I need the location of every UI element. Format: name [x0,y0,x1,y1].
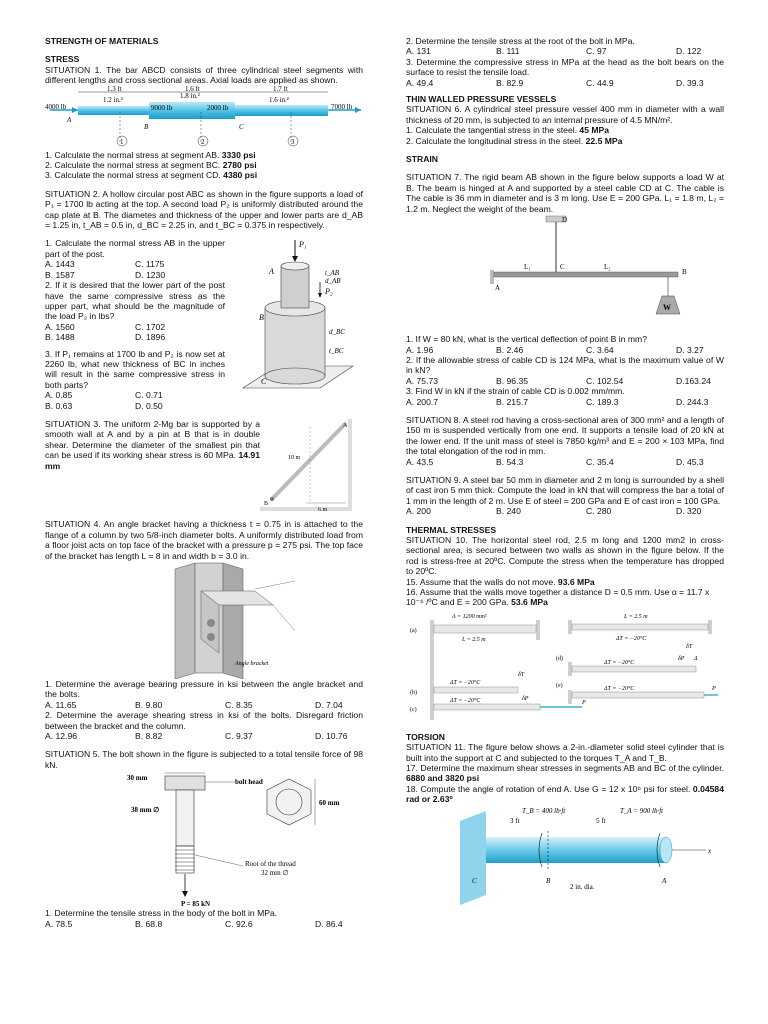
torsion-c-label: C [472,876,477,885]
s1-a1: 3330 psi [221,149,256,160]
situation-9-text: SITUATION 9. A steel bar 50 mm in diameter and 2 m long is surrounded by a shell of cast iron 5 mm thick. Compute the load in kN that will compress the bar a total of 1 mm in the length of 2 m. Use E of steel = 200 GPa and E of cast iron = 100 GPa. [406,474,724,506]
situation-7-text: SITUATION 7. The rigid beam AB shown in the figure below supports a load W at B. The beam is hinged at A and supported by a steel cable CD at C. The cable is The cable is 36 mm in diameter and is 3 m long. Use E = 200 GPa. L₁ = 1.8 m, L₂ = 1.2 m. Neglect the weight of the beam. [406,172,724,214]
s11-q18: 18. Compute the angle of rotation of end A. Use G = 12 x 10⁶ psi for steel. [406,783,691,794]
thermal-area: A = 1200 mm² [452,613,487,620]
thermal-p: P [712,685,716,692]
situation-2-block [45,238,363,411]
situation-3-text: SITUATION 3. The uniform 2-Mg bar is supported by a smooth wall at A and by a pin at B that is in double shear. Determine the diameter of the smallest pin that can be used if its working shear stress is 60 MPa. [45,418,260,461]
force-right: 7000 lb [331,102,353,111]
s5-q1-opt: B. 68.8 [135,918,163,929]
s7-q1-opt: D. 3.27 [676,344,704,355]
section-heading-stress: STRESS [45,54,80,65]
thermal-fig-b: (b) [410,689,417,696]
thermal-len-2: L = 2.5 m [624,613,648,620]
tab-label: t_AB [325,269,339,278]
s9-opt: C. 280 [586,506,612,517]
s7-q1-opt: A. 1.96 [406,344,434,355]
bolt-head-label: bolt head [235,778,263,787]
hollow-post-diagram [225,238,363,404]
thermal-rod-diagram [406,608,724,726]
s5-q2: 2. Determine the tensile stress at the root of the bolt in MPa. [406,36,635,46]
s7-q3-opt: C. 189.3 [586,396,619,407]
dim-38: 38 mm ∅ [131,806,160,815]
s7-q1-opt: C. 3.64 [586,344,614,355]
situation-5-text: SITUATION 5. The bolt shown in the figure is subjected to a total tensile force of 98 kN. [45,749,363,770]
s4-q1: 1. Determine the average bearing pressure in ksi between the angle bracket and the bolts. [45,679,363,700]
dab-label: d_AB [325,277,341,286]
situation-4-text: SITUATION 4. An angle bracket having a thickness t = 0.75 in is attached to the flange of a column by two 5/8-inch diameter bolts. A uniformly distributed load from a floor joist acts on top face of the bracket with a pressure p = 275 psi. The top face of the bracket has length L = 8 in and width b = 3.0 in. [45,519,363,561]
document-title: STRENGTH OF MATERIALS [45,36,159,46]
s5-q1-opt: C. 92.6 [225,918,253,929]
length-3ft: 3 ft [510,816,520,825]
force-left: 4000 lb [45,102,67,111]
s7-q3-opt: B. 215.7 [496,396,529,407]
bar-b-label: B [264,500,269,507]
s5-q2-opt: D. 122 [676,46,702,57]
area-label-1: 1.2 in.² [103,95,123,104]
thermal-fig-e: (e) [556,682,563,689]
beam-l2-label: L₂ [604,263,611,272]
thermal-delta-t: δT [518,671,525,678]
s2-q3-opt: C. 0.71 [135,390,163,401]
figure-angle-bracket [45,561,363,679]
dim-30: 30 mm [127,774,148,783]
bolt-diagram [45,770,363,908]
situation-3-block [45,419,363,513]
right-column [406,36,724,905]
s5-q3: 3. Determine the compressive stress in MPa at the head as the bolt bears on the surface to resist the tensile load. [406,56,724,78]
bar-a-label: A [343,422,348,429]
situation-1-text: SITUATION 1. The bar ABCD consists of three cylindrical steel segments with different lengths and cross sectional areas. Axial loads are applied as shown. [45,64,363,86]
s4-q1-opt: A. 11.65 [45,699,77,710]
len-label-3: 1.7 ft [273,85,288,93]
s5-q1-opt: D. 86.4 [315,918,343,929]
p2-label: P₂ [325,287,333,297]
s6-a2: 22.5 MPa [585,135,623,146]
situation-11-text: SITUATION 11. The figure below shows a 2-in.-diameter solid steel cylinder that is built into the support at C and subjected to the torques T_A and T_B. [406,742,724,763]
s5-q2-opt: B. 111 [496,46,520,57]
figure-thermal [406,608,724,726]
s7-q2: 2. If the allowable stress of cable CD is 124 MPa, what is the maximum value of W in kN? [406,354,724,376]
s11-a18: 0.04584 rad or 2.63º [406,783,724,805]
dia-label: 2 in. dia. [570,882,595,891]
area-label-2: 1.8 in.² [180,91,200,100]
s10-q15: 15. Assume that the walls do not move. [406,576,556,587]
torsion-a-label: A [662,876,667,885]
thermal-dt-b: ΔT = −20°C [450,679,481,686]
width-label: 6 m [318,506,328,511]
s2-q2-opt: B. 1488 [45,332,75,343]
s10-a15: 93.6 MPa [557,576,595,587]
situation-2-text: SITUATION 2. A hollow circular post ABC as shown in the figure supports a load of P₁ = 1700 lb acting at the top. A second load P₂ is uniformly distributed around the cap plate at B. The diametes and thickness of the upper and lower parts are d_AB = 1.25 in, t_AB = 0.5 in, d_BC = 2.25 in, and t_BC = 0.375 in respectively. [45,188,363,231]
s1-a2: 2780 psi [222,160,257,171]
s6-a1: 45 MPa [579,125,610,136]
s1-q3: 3. Calculate the normal stress at segment CD. [45,170,221,181]
thermal-p-c: P [582,699,586,706]
situation-6-text: SITUATION 6. A cylindrical steel pressure vessel 400 mm in diameter with a wall thickness of 20 mm, is subjected to an internal pressure of 4.5 MN/m². [406,104,724,125]
torsion-shaft-diagram [406,805,724,905]
tbc-label: t_BC [329,347,344,356]
s5-q2-opt: C. 97 [586,46,607,57]
figure-rigid-beam [406,214,724,334]
section-heading-thermal: THERMAL STRESSES [406,524,497,535]
segment-num-3: 3 [291,137,295,146]
force-c: 2000 lb [207,103,229,112]
s11-q17: 17. Determine the maximum shear stresses in segments AB and BC of the cylinder. [406,763,724,774]
stepped-bar-diagram [45,86,363,150]
s10-a16: 53.6 MPa [511,597,548,608]
thermal-dt-e: ΔT = −20°C [604,659,635,666]
s6-q1: 1. Calculate the tangential stress in the steel. [406,125,578,136]
thermal-dt-c: ΔT = −20°C [450,697,481,704]
situation-8-text: SITUATION 8. A steel rod having a cross-sectional area of 300 mm² and a length of 150 m is suspended vertically from one end. It supports a tensile load of 20 kN at the lower end. If the unit mass of steel is 7850 kg/m³ and E = 200 × 103 MPa, find the total elongation of the rod in mm. [406,414,724,457]
beam-d-label: D [562,216,568,225]
s7-q1-opt: B. 2.46 [496,344,524,355]
post-c-label: C [261,377,267,387]
beam-c-label: C [560,263,565,272]
s7-q3: 3. Find W in kN if the strain of cable CD is 0.002 mm/mm. [406,386,625,397]
s4-q2-opt: D. 10.76 [315,731,348,742]
rigid-beam-diagram [406,214,724,334]
s4-q1-opt: D. 7.04 [315,699,343,710]
figure-torsion [406,805,724,905]
torque-a-label: T_A = 900 lb·ft [620,806,664,815]
beam-w-label: W [663,303,671,313]
situation-10-text: SITUATION 10. The horizontal steel rod, 2.5 m long and 1200 mm2 in cross-sectional area, is secured between two walls as shown in the figure below. If the rod is stress-free at 20ºC. Compute the stress when the temperature has dropped to 20ºC. [406,535,724,577]
s4-q2: 2. Determine the average shearing stress in ksi of the bolts. Disregard friction between the bracket and the column. [45,710,363,731]
figure-stepped-bar [45,86,363,150]
thermal-delta: Δ [694,655,698,662]
s11-a17: 6880 and 3820 psi [406,773,480,784]
beam-a-label: A [495,284,501,293]
inclined-bar-diagram [260,419,360,511]
s4-q1-opt: B. 9.80 [135,699,163,710]
s7-q3-opt: D. 244.3 [676,396,709,407]
s7-q2-opt: C. 102.54 [586,375,624,386]
s2-q1-opt: B. 1587 [45,269,75,280]
s8-opt: C. 35.4 [586,456,614,467]
s7-q2-opt: D.163.24 [676,375,711,386]
post-b-label: B [259,313,264,323]
thermal-fig-a: (a) [410,627,417,634]
dim-60: 60 mm [319,799,340,808]
thermal-dt-e2: ΔT = −20°C [604,685,635,692]
thermal-len: L = 2.5 m [462,636,486,643]
post-a-label: A [269,267,274,277]
s5-q3-opt: D. 39.3 [676,77,704,88]
s1-q2: 2. Calculate the normal stress at segment BC. [45,160,221,171]
s7-q1: 1. If W = 80 kN, what is the vertical deflection of point B in mm? [406,334,647,345]
thermal-delta-t-2: δT [686,643,693,650]
s2-q2-opt: A. 1560 [45,321,75,332]
segment-num-1: 1 [120,137,124,146]
s2-q1: 1. Calculate the normal stress AB in the upper part of the post. [45,238,225,259]
s5-q3-opt: C. 44.9 [586,77,614,88]
s5-q3-opt: A. 49.4 [406,77,434,88]
s5-q3-opt: B. 82.9 [496,77,524,88]
root-dia-label: 32 mm ∅ [261,869,289,878]
s7-q2-opt: A. 75.73 [406,375,439,386]
s2-q3-opt: B. 0.63 [45,400,73,411]
thermal-delta-p-2: δP [678,655,685,662]
s5-q2-opt: A. 131 [406,46,431,57]
beam-b-label: B [682,268,687,277]
s9-opt: D. 320 [676,506,702,517]
len-label-2: 1.6 ft [185,85,200,93]
s7-q3-opt: A. 200.7 [406,396,439,407]
s5-q1: 1. Determine the tensile stress in the body of the bolt in MPa. [45,908,278,919]
torsion-b-label: B [546,876,551,885]
torsion-x-label: x [708,846,712,855]
s2-q3: 3. If P₁ remains at 1700 lb and P₂ is now set at 2260 lb, what new thickness of BC in inches will result in the same compressive stress in both parts? [45,348,225,390]
s10-q16: 16. Assume that the walls move together a distance D = 0.5 mm. Use α = 11.7 x 10⁻⁶ /ºC and E = 200 GPa. [406,587,710,608]
s4-q2-opt: C. 9.37 [225,731,253,742]
s8-opt: A. 43.5 [406,456,434,467]
s3-answer: 14.91 mm [45,450,260,471]
s2-q1-opt: A. 1443 [45,259,75,270]
bracket-caption: Angle bracket [235,661,269,667]
s9-opt: A. 200 [406,506,431,517]
section-heading-thin: THIN WALLED PRESSURE VESSELS [406,94,557,105]
s1-q1: 1. Calculate the normal stress at segment AB. [45,149,220,160]
angle-bracket-diagram [45,561,363,679]
s4-q2-opt: A. 12.96 [45,731,78,742]
dbc-label: d_BC [329,328,345,337]
p1-label: P₁ [299,240,307,250]
root-label: Root of the thread [245,860,296,869]
force-b: 9000 lb [151,103,173,112]
point-b: B [144,122,149,131]
s2-q1-opt: D. 1230 [135,269,166,280]
area-label-3: 1.6 in.² [269,95,289,104]
left-column [45,36,363,929]
s6-q2: 2. Calculate the longitudinal stress in the steel. [406,135,584,146]
beam-l1-label: L₁ [524,263,531,272]
s8-opt: B. 54.3 [496,456,524,467]
thermal-fig-d: (d) [556,655,563,662]
s2-q2-opt: C. 1702 [135,321,166,332]
load-label: P = 85 kN [181,900,211,909]
s2-q3-opt: D. 0.50 [135,400,163,411]
segment-num-2: 2 [201,137,205,146]
s8-opt: D. 45.3 [676,456,704,467]
s2-q1-opt: C. 1175 [135,259,165,270]
s7-q2-opt: B. 96.35 [496,375,529,386]
len-label-1: 1.3 ft [107,85,122,93]
length-5ft: 5 ft [596,816,606,825]
height-label: 10 m [288,454,301,461]
figure-bolt [45,770,363,908]
section-heading-strain: STRAIN [406,154,438,165]
section-heading-torsion: TORSION [406,731,445,742]
thermal-dt-d: ΔT = −20°C [616,635,647,642]
torque-b-label: T_B = 400 lb·ft [522,806,566,815]
s2-q2: 2. If it is desired that the lower part of the post have the same compressive stress as the upper part, what should be the magnitude of the load P₂ in lbs? [45,280,225,322]
s2-q2-opt: D. 1896 [135,332,166,343]
s5-q1-opt: A. 78.5 [45,918,73,929]
s2-q3-opt: A. 0.85 [45,390,73,401]
thermal-fig-c: (c) [410,706,417,713]
s4-q1-opt: C. 8.35 [225,699,253,710]
s9-opt: B. 240 [496,506,521,517]
point-c: C [239,122,244,131]
s4-q2-opt: B. 8.82 [135,731,163,742]
point-a: A [67,115,72,124]
s1-a3: 4380 psi [223,170,258,181]
thermal-delta-p: δP [522,695,529,702]
